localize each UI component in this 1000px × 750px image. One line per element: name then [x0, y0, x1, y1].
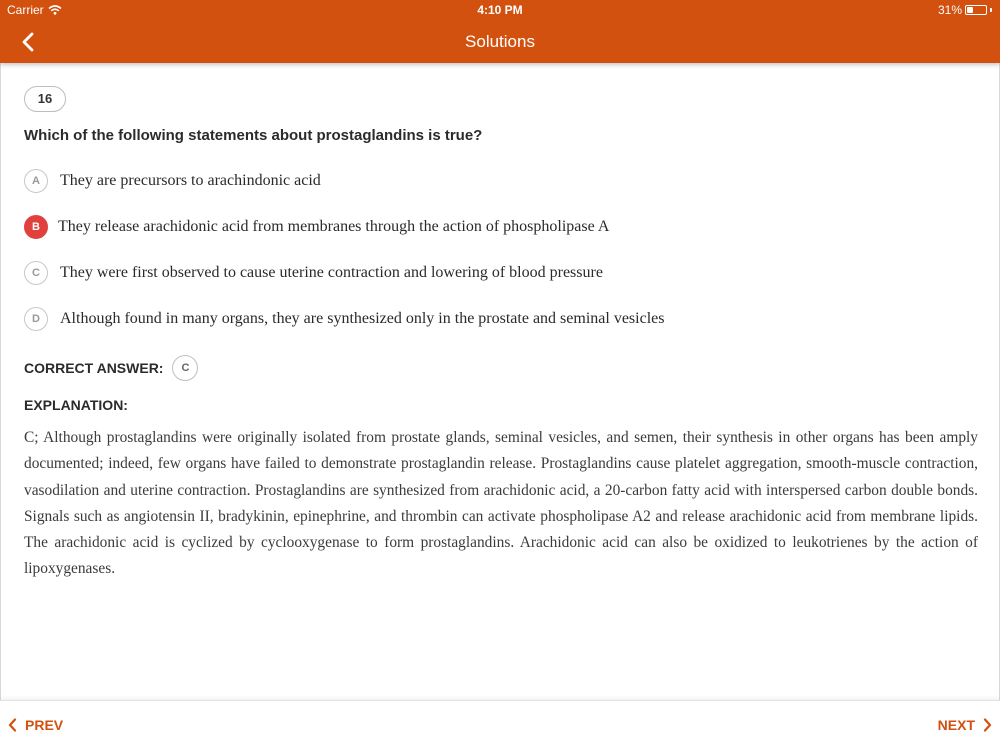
option-text: They are precursors to arachindonic acid: [60, 172, 321, 189]
option-letter-badge: A: [24, 169, 48, 193]
battery-indicator: [938, 3, 992, 17]
option-a[interactable]: [24, 169, 321, 193]
page-title: Solutions: [465, 32, 535, 51]
clock: 4:10 PM: [477, 3, 523, 17]
status-bar: [0, 0, 1000, 20]
prev-button[interactable]: [8, 717, 63, 733]
solution-content: [0, 63, 1000, 700]
option-b[interactable]: [24, 215, 609, 239]
top-bar: [0, 0, 1000, 63]
carrier-label: Carrier: [7, 3, 44, 17]
chevron-right-icon: [983, 718, 992, 732]
explanation-text: C; Although prostaglandins were originally isolated from prostate glands, seminal vesicles, and semen, their synthesis in other organs has been amply documented; indeed, few organs have failed to demonstrate prostaglandin release. Prostaglandins cause platelet aggregation, smooth-muscle contraction, vasodilation and uterine contraction. Prostaglandins are synthesized from arachidonic acid, a 20-carbon fatty acid with interspersed carbon double bonds. Signals such as angiotensin II, bradykinin, epinephrine, and thrombin can activate phospholipase A2 and release arachidonic acid from membrane lipids. The arachidonic acid is cyclized by cyclooxygenase to form prostaglandins. Arachidonic acid can also be oxidized to leukotrienes by the action of lipoxygenases.: [24, 429, 978, 578]
correct-answer-label: CORRECT ANSWER:: [24, 360, 164, 376]
option-text: They release arachidonic acid from membranes through the action of phospholipase A: [58, 218, 610, 235]
bottom-navigation-bar: [0, 700, 1000, 750]
explanation-heading: EXPLANATION:: [24, 397, 128, 413]
option-c[interactable]: [24, 261, 603, 285]
option-letter-badge: C: [24, 261, 48, 285]
option-text: They were first observed to cause uterine contraction and lowering of blood pressure: [60, 264, 603, 281]
option-letter-badge: D: [24, 307, 48, 331]
correct-answer: [24, 355, 198, 381]
battery-tip: [990, 8, 992, 12]
battery-icon: [965, 5, 987, 15]
navigation-bar: [0, 20, 1000, 63]
question-text: Which of the following statements about prostaglandins is true?: [24, 127, 483, 144]
option-text: Although found in many organs, they are synthesized only in the prostate and seminal vesicles: [60, 310, 665, 327]
question-number-badge: 16: [24, 86, 66, 112]
battery-level-fill: [967, 7, 973, 13]
chevron-left-icon: [8, 718, 17, 732]
prev-label: PREV: [25, 717, 64, 733]
next-label: NEXT: [937, 717, 975, 733]
next-button[interactable]: [938, 717, 992, 733]
battery-percent: 31%: [937, 3, 962, 17]
option-d[interactable]: [24, 307, 664, 331]
option-letter-badge-selected: B: [24, 215, 48, 239]
correct-answer-badge: C: [172, 355, 198, 381]
